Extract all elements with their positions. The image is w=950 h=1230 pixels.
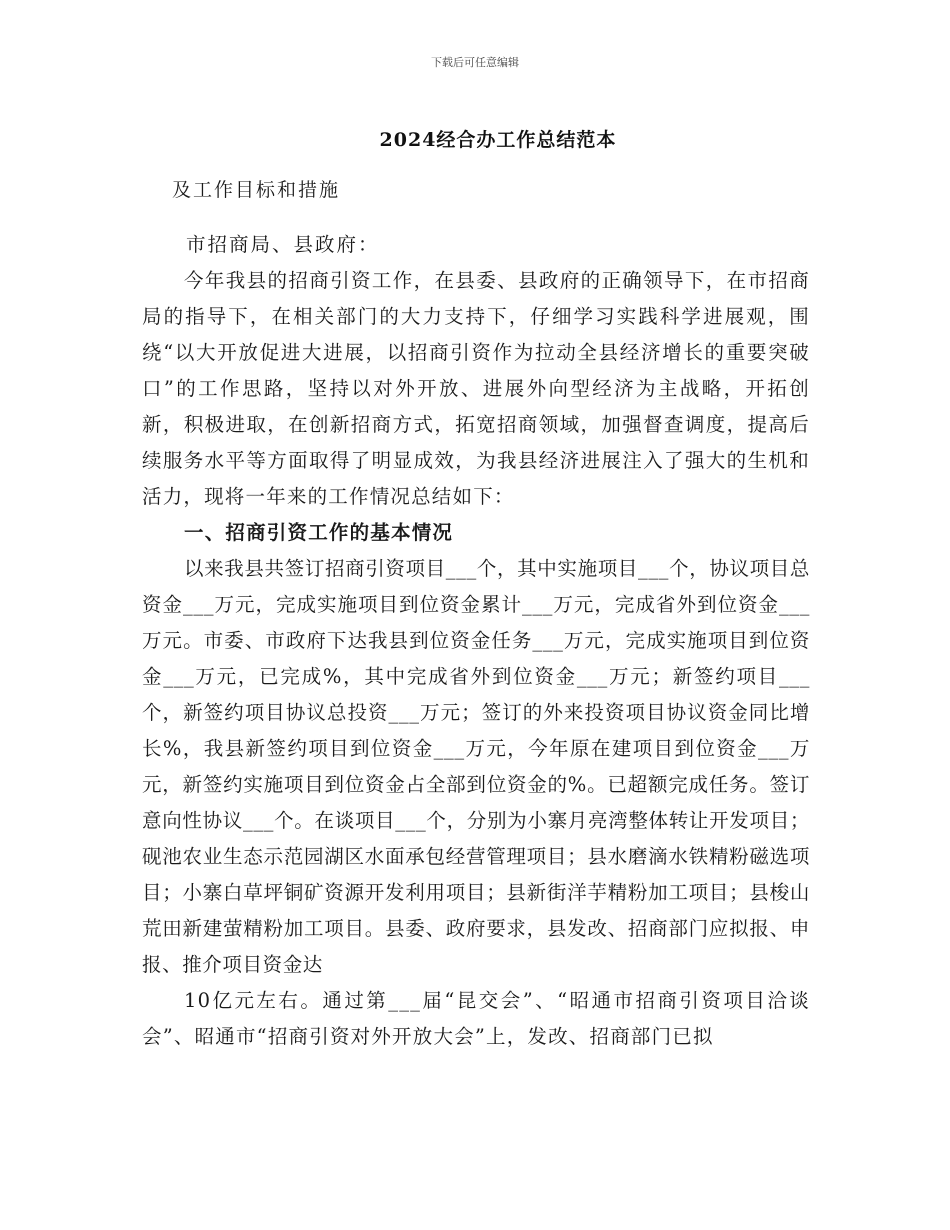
paragraph-continuation: 10亿元左右。通过第___届“昆交会”、“昭通市招商引资项目洽谈会”、昭通市“招商引资对外开放大会”上，发改、招商部门已拟 <box>142 989 810 1048</box>
document-body <box>142 191 810 1055</box>
document-title: 2024经合办工作总结范本 <box>379 129 617 151</box>
section-heading-1: 一、招商引资工作的基本情况 <box>184 521 454 544</box>
paragraph-intro: 今年我县的招商引资工作，在县委、县政府的正确领导下，在市招商局的指导下，在相关部门的大力支持下，仔细学习实践科学进展观，围绕“以大开放促进大进展，以招商引资作为拉动全县经济增长的重要突破口”的工作思路，坚持以对外开放、进展外向型经济为主战略，开拓创新，积极进取，在创新招商方式，拓宽招商领域，加强督查调度，提高后续服务水平等方面取得了明显成效，为我县经济进展注入了强大的生机和活力，现将一年来的工作情况总结如下： <box>142 269 810 508</box>
paragraph-basic-situation: 以来我县共签订招商引资项目___个，其中实施项目___个，协议项目总资金___万元，完成实施项目到位资金累计___万元，完成省外到位资金___万元。市委、市政府下达我县到位资金任务___万元，完成实施项目到位资金___万元，已完成%，其中完成省外到位资金___万元；新签约项目___个，新签约项目协议总投资___万元；签订的外来投资项目协议资金同比增长%，我县新签约项目到位资金___万元，今年原在建项目到位资金___万元，新签约实施项目到位资金占全部到位资金的%。已超额完成任务。签订意向性协议___个。在谈项目___个，分别为小寨月亮湾整体转让开发项目；砚池农业生态示范园湖区水面承包经营管理项目；县水磨滴水铁精粉磁选项目；小寨白草坪铜矿资源开发利用项目；县新街洋芋精粉加工项目；县梭山荒田新建萤精粉加工项目。县委、政府要求，县发改、招商部门应拟报、申报、推介项目资金达 <box>142 557 810 976</box>
document-subtitle: 及工作目标和措施 <box>172 179 341 201</box>
page-header-note: 下载后可任意编辑 <box>431 56 519 69</box>
salutation: 市招商局、县政府： <box>186 233 380 256</box>
